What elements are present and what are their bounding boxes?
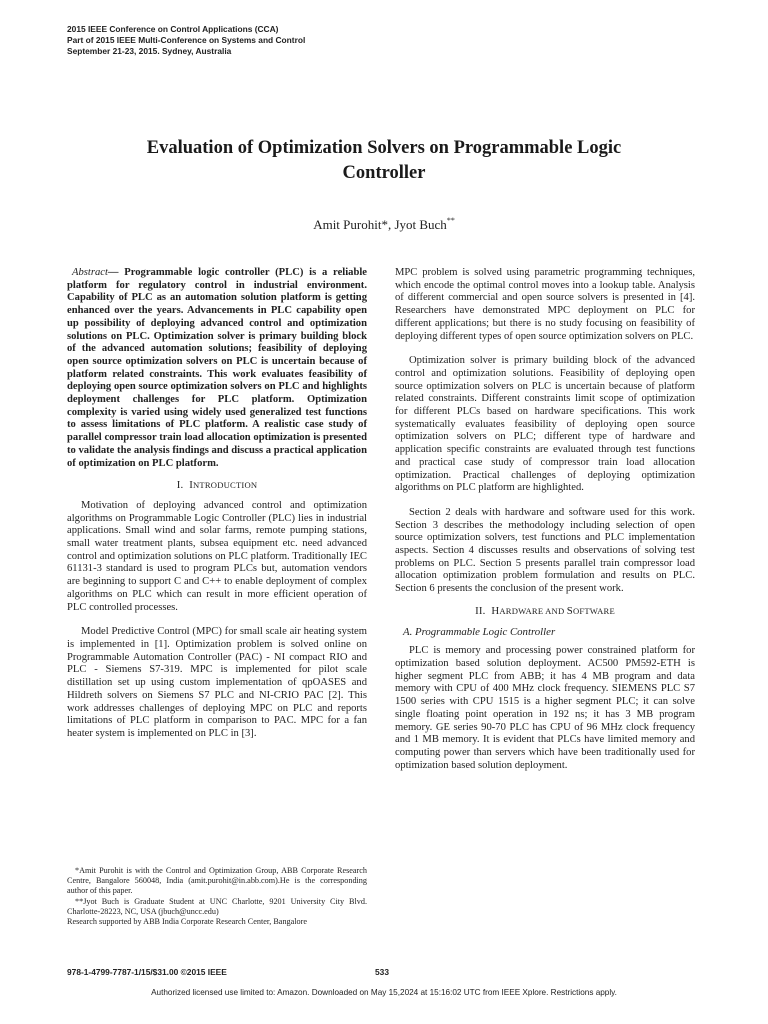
section-initial: H	[491, 604, 500, 617]
section-rest: NTRODUCTION	[193, 480, 258, 491]
intro-paragraph-2: Model Predictive Control (MPC) for small scale air heating system is implemented in [1]. Optimization problem is solved online on Programmable Automation Controller (PAC) - NI compact RIO and PLC - Siemens S7-319. MPC is implemented for pilot scale distillation set up using custom implementation of qpOASES and Hildreth solvers on Siemens S7 PLC and NI-CRIO PAC [2]. This work addresses challenges of deploying MPC on PLC and reports limitations of PLC platform in comparison to PAC. MPC for a fan heater system is implemented on PLC in [3].	[67, 626, 367, 739]
conference-line-3: September 21-23, 2015. Sydney, Australia	[67, 46, 232, 56]
section-numeral: I.	[176, 479, 184, 492]
conference-header	[67, 24, 305, 57]
section-rest: OFTWARE	[572, 605, 615, 616]
author-line	[0, 216, 768, 233]
page-number: 533	[375, 967, 389, 977]
intro-paragraph-1: Motivation of deploying advanced control and optimization algorithms on Programmable Logic Controller (PLC) lies in industrial applications. Small wind and solar farms, remote pumping stations, small water treatment plants, subsea equipment etc. need advanced control and optimization solutions on PLC platform. Traditionally IEC 61131-3 standard is used to program PLCs but, automation vendors are beginning to support C and C++ to enable deployment of complex algorithms on PLC which can result in more efficient operation of PLC controlled processes.	[67, 499, 367, 613]
plc-paragraph: PLC is memory and processing power constrained platform for optimization based solution deployment. AC500 PM592-ETH is higher segment PLC from ABB; it has 4 MB program and data memory with CPU of 400 MHz clock frequency. SIEMENS PLC S7 1500 series with CPU 1515 is a higher segment PLC; it can solve single floating point operation in 192 ns; it has 3 MB program memory. GE series 90-70 PLC has CPU of 96 MHz clock frequency and 1 MB memory. It is evident that PLCs have limited memory and computing power than servers which have been traditionally used for optimization based solution deployment.	[395, 645, 695, 771]
authorized-use-notice: Authorized licensed use limited to: Amazon. Downloaded on May 15,2024 at 15:16:02 UTC from IEEE Xplore. Restrictions apply.	[151, 988, 617, 997]
abstract-lead: Abstract	[72, 267, 108, 278]
author-names: Amit Purohit*, Jyot Buch	[313, 217, 447, 232]
section-initial: S	[566, 604, 573, 617]
right-column	[395, 267, 695, 772]
author-superscript: **	[446, 216, 455, 225]
section-initial: I	[189, 479, 194, 492]
abstract	[67, 267, 367, 470]
section-heading-hardware-software	[395, 605, 695, 618]
footnote-2: **Jyot Buch is Graduate Student at UNC Charlotte, 9201 University City Blvd. Charlotte-28223, NC, USA (jbuch@uncc.edu)	[67, 896, 367, 916]
section-numeral: II.	[475, 604, 486, 617]
title-line-1: Evaluation of Optimization Solvers on Programmable Logic	[146, 138, 622, 158]
paper-title	[90, 136, 678, 186]
footnote-1: *Amit Purohit is with the Control and Optimization Group, ABB Corporate Research Centre, Bangalore 560048, India (amit.purohit@in.abb.com).He is the corresponding author of this paper.	[67, 866, 367, 896]
conference-line-2: Part of 2015 IEEE Multi-Conference on Systems and Control	[67, 35, 306, 45]
right-paragraph-3: Section 2 deals with hardware and software used for this work. Section 3 describes the methodology including selection of open source optimization solvers, test functions and PLC implementation aspects. Section 4 discusses results and observations of solving test problems on PLC. Section 5 presents parallel train compressor load allocation optimization problem formulation and results on PLC. Section 6 presents the conclusion of the present work.	[395, 506, 695, 595]
right-paragraph-2: Optimization solver is primary building block of the advanced control and optimization solutions. Feasibility of deploying open source optimization solvers on PLC is uncertain because of platform related constraints. Different constraints limit scope of optimization for different PLCs based on hardware specifications. This work systematically evaluates feasibility of deploying open source optimization solvers on PLC; different type of hardware and application specific constraints are evaluated through test functions and practical case study of compressor train load allocation optimization. Practical challenges of deploying optimization algorithms on PLC platform are highlighted.	[395, 355, 695, 494]
right-paragraph-1: MPC problem is solved using parametric programming techniques, which encode the optimal control moves into a lookup table. Analysis of different commercial and open source solvers is presented in [4]. Researchers have demonstrated MPC deployment on PLC for different applications; but there is no study focusing on feasibility of deploying different types of open source optimization solvers on PLC.	[395, 267, 695, 342]
conference-line-1: 2015 IEEE Conference on Control Applications (CCA)	[67, 24, 279, 34]
footnote-3: Research supported by ABB India Corporate Research Center, Bangalore	[67, 917, 307, 927]
subsection-heading-plc: A. Programmable Logic Controller	[403, 625, 556, 638]
footnotes	[67, 866, 367, 927]
left-column	[67, 267, 367, 741]
isbn-line: 978-1-4799-7787-1/15/$31.00 ©2015 IEEE	[67, 967, 227, 977]
title-line-2: Controller	[342, 163, 426, 183]
abstract-text: Programmable logic controller (PLC) is a reliable platform for regulatory control in industrial environment. Capability of PLC as an automation solution platform is getting enhanced over the years. Advancements in PLC capability open up possibility of deploying advanced control and optimization solutions on PLC. Optimization solver is primary building block of the advanced automation solutions; feasibility of deploying open source optimization solvers on PLC is uncertain because of platform related constraints. This work evaluates feasibility of deploying open source optimization solvers on PLC and highlights deployment challenges for PLC platform. Optimization complexity is varied using widely used generalized test functions to assess limitations of PLC platform. A realistic case study of parallel compressor train load allocation optimization is presented to validate the analysis findings and discuss a practical application of optimization on PLC platform.	[67, 267, 367, 469]
section-rest: ARDWARE AND	[499, 605, 567, 616]
section-heading-introduction	[67, 479, 367, 492]
abstract-dash: —	[107, 267, 119, 278]
